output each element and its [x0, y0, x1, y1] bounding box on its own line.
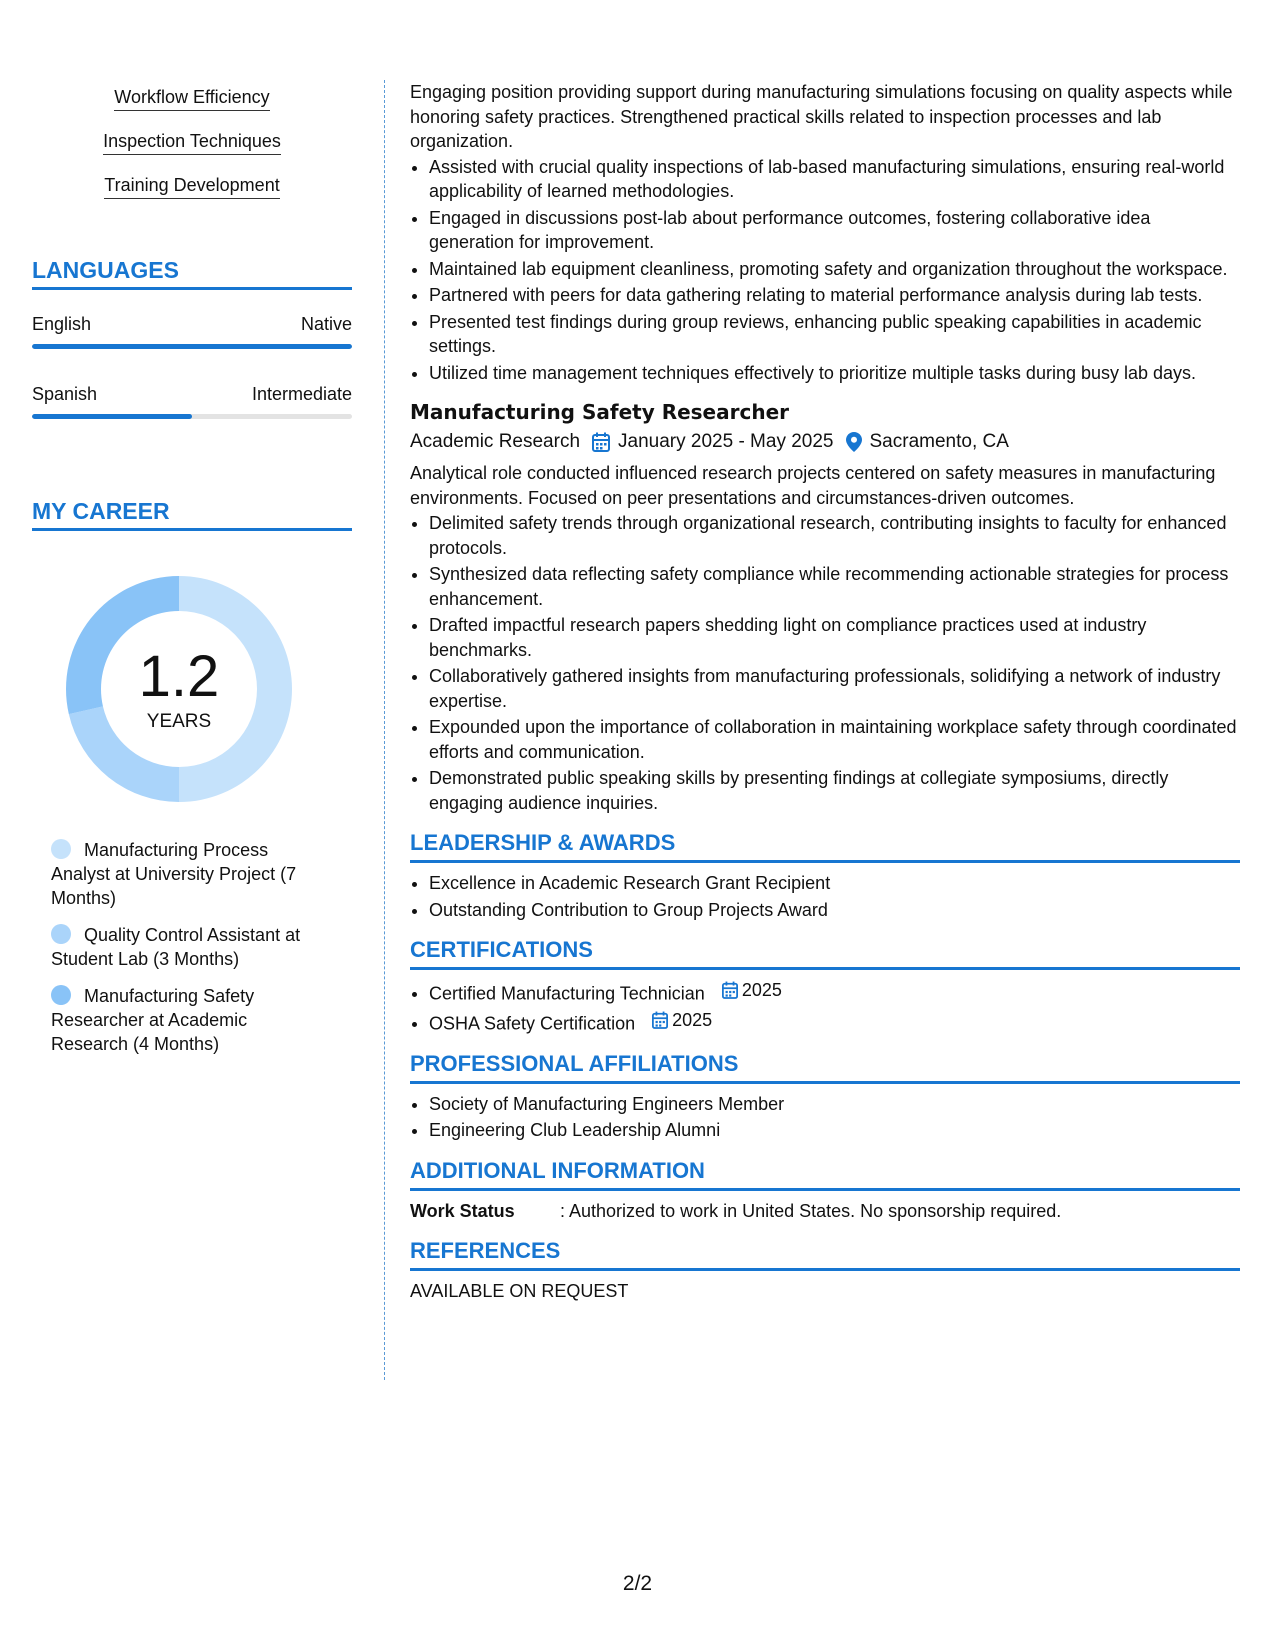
languages-heading: LANGUAGES	[32, 256, 352, 290]
language-bar-fill	[32, 344, 352, 349]
career-donut-chart	[66, 576, 292, 802]
language-name: English	[32, 314, 92, 334]
affiliation-item: • Society of Manufacturing Engineers Member	[429, 1092, 1240, 1117]
language-bar-fill	[32, 414, 192, 419]
experience-bullet: • Expounded upon the importance of collaboration in maintaining workplace safety through coordinated efforts and communication.	[429, 715, 1240, 764]
language-name: Spanish	[32, 384, 98, 404]
leadership-item: • Outstanding Contribution to Group Projects Award	[429, 898, 1240, 923]
references-text: AVAILABLE ON REQUEST	[410, 1280, 629, 1301]
calendar-icon	[592, 432, 610, 452]
language-bar	[32, 414, 352, 419]
additional-info-section	[410, 1157, 1240, 1223]
references-section	[410, 1237, 1240, 1304]
job-dates: January 2025 - May 2025	[618, 431, 834, 452]
language-bar	[32, 344, 352, 349]
experience-bullet: • Maintained lab equipment cleanliness, promoting safety and organization throughout the workspace.	[429, 257, 1240, 282]
certifications-heading: CERTIFICATIONS	[410, 936, 1240, 970]
experience-entry	[410, 80, 1240, 385]
leadership-list	[410, 871, 1240, 922]
skills-list	[32, 86, 352, 218]
certification-name: OSHA Safety Certification	[429, 1013, 636, 1033]
certifications-list	[410, 978, 1240, 1036]
experience-bullet: • Collaboratively gathered insights from manufacturing professionals, solidifying a network of industry expertise.	[429, 664, 1240, 713]
experience-bullet: • Engaged in discussions post-lab about performance outcomes, fostering collaborative idea generation for improvement.	[429, 206, 1240, 255]
column-divider	[384, 80, 385, 1380]
career-legend-item	[51, 923, 321, 971]
experience-bullet: • Partnered with peers for data gathering relating to material performance analysis during lab tests.	[429, 283, 1240, 308]
experience-bullet: • Drafted impactful research papers shedding light on compliance practices used at industry benchmarks.	[429, 613, 1240, 662]
certification-item	[429, 1008, 1240, 1036]
experience-summary: Analytical role conducted influenced research projects centered on safety measures in manufacturing environments. Focused on peer presentations and circumstances-driven outcomes.	[410, 463, 1216, 508]
right-column	[410, 80, 1240, 1303]
career-legend	[51, 838, 321, 1069]
language-level: Intermediate	[251, 384, 352, 404]
certification-item	[429, 978, 1240, 1006]
legend-dot	[51, 924, 71, 944]
certification-name: Certified Manufacturing Technician	[429, 983, 705, 1004]
calendar-icon	[652, 1011, 668, 1029]
references-heading: REFERENCES	[410, 1237, 1240, 1271]
location-pin-icon	[846, 432, 862, 452]
skill-item: Training Development	[104, 174, 279, 199]
job-location: Sacramento, CA	[869, 431, 1009, 452]
leadership-item: • Excellence in Academic Research Grant Recipient	[429, 871, 1240, 896]
leadership-section	[410, 829, 1240, 922]
experience-bullet: • Synthesized data reflecting safety compliance while recommending actionable strategies for process enhancement.	[429, 562, 1240, 611]
certifications-section	[410, 936, 1240, 1036]
legend-dot	[51, 839, 71, 859]
career-legend-label: Manufacturing Process Analyst at University Project (7 Months)	[51, 840, 297, 908]
career-total-years: 1.2	[138, 644, 220, 709]
affiliations-list	[410, 1092, 1240, 1143]
work-status-row	[410, 1199, 1240, 1223]
career-legend-label: Quality Control Assistant at Student Lab (3 Months)	[51, 925, 301, 969]
experience-entry	[410, 399, 1240, 815]
work-status-value: : Authorized to work in United States. No sponsorship required.	[560, 1200, 1062, 1221]
legend-dot	[51, 985, 71, 1005]
career-total-unit: YEARS	[146, 711, 212, 732]
language-level: Native	[300, 314, 352, 334]
language-row	[32, 313, 352, 335]
page-number: 2/2	[622, 1572, 653, 1595]
work-status-key: Work Status	[410, 1200, 515, 1221]
certification-date	[722, 978, 782, 1003]
career-legend-item	[51, 984, 321, 1056]
experience-summary: Engaging position providing support during manufacturing simulations focusing on quality aspects while honoring safety practices. Strengthened practical skills related to inspection processes and lab organization.	[410, 82, 1233, 151]
skill-item: Workflow Efficiency	[114, 86, 269, 111]
job-company: Academic Research	[410, 431, 581, 452]
experience-bullets	[410, 511, 1240, 815]
experience-bullet: • Assisted with crucial quality inspections of lab-based manufacturing simulations, ensuring real-world applicability of learned methodologies.	[429, 155, 1240, 204]
affiliation-item: • Engineering Club Leadership Alumni	[429, 1118, 1240, 1143]
additional-info-heading: ADDITIONAL INFORMATION	[410, 1157, 1240, 1191]
certification-year: 2025	[741, 980, 782, 1000]
affiliations-section	[410, 1050, 1240, 1143]
skill-item: Inspection Techniques	[103, 130, 281, 155]
leadership-heading: LEADERSHIP & AWARDS	[410, 829, 1240, 863]
experience-bullets	[410, 155, 1240, 386]
experience-bullet: • Delimited safety trends through organizational research, contributing insights to faculty for enhanced protocols.	[429, 511, 1240, 560]
affiliations-heading: PROFESSIONAL AFFILIATIONS	[410, 1050, 1240, 1084]
job-meta	[410, 429, 1240, 455]
experience-bullet: • Demonstrated public speaking skills by presenting findings at collegiate symposiums, directly engaging audience inquiries.	[429, 766, 1240, 815]
job-title: Manufacturing Safety Researcher	[410, 400, 790, 424]
career-heading: MY CAREER	[32, 497, 352, 531]
language-row	[32, 383, 352, 405]
career-legend-label: Manufacturing Safety Researcher at Academic Research (4 Months)	[51, 986, 255, 1054]
certification-date	[652, 1008, 712, 1033]
experience-bullet: • Utilized time management techniques effectively to prioritize multiple tasks during busy lab days.	[429, 361, 1240, 386]
experience-bullet: • Presented test findings during group reviews, enhancing public speaking capabilities in academic settings.	[429, 310, 1240, 359]
career-legend-item	[51, 838, 321, 910]
certification-year: 2025	[672, 1009, 713, 1030]
calendar-icon	[722, 981, 738, 999]
